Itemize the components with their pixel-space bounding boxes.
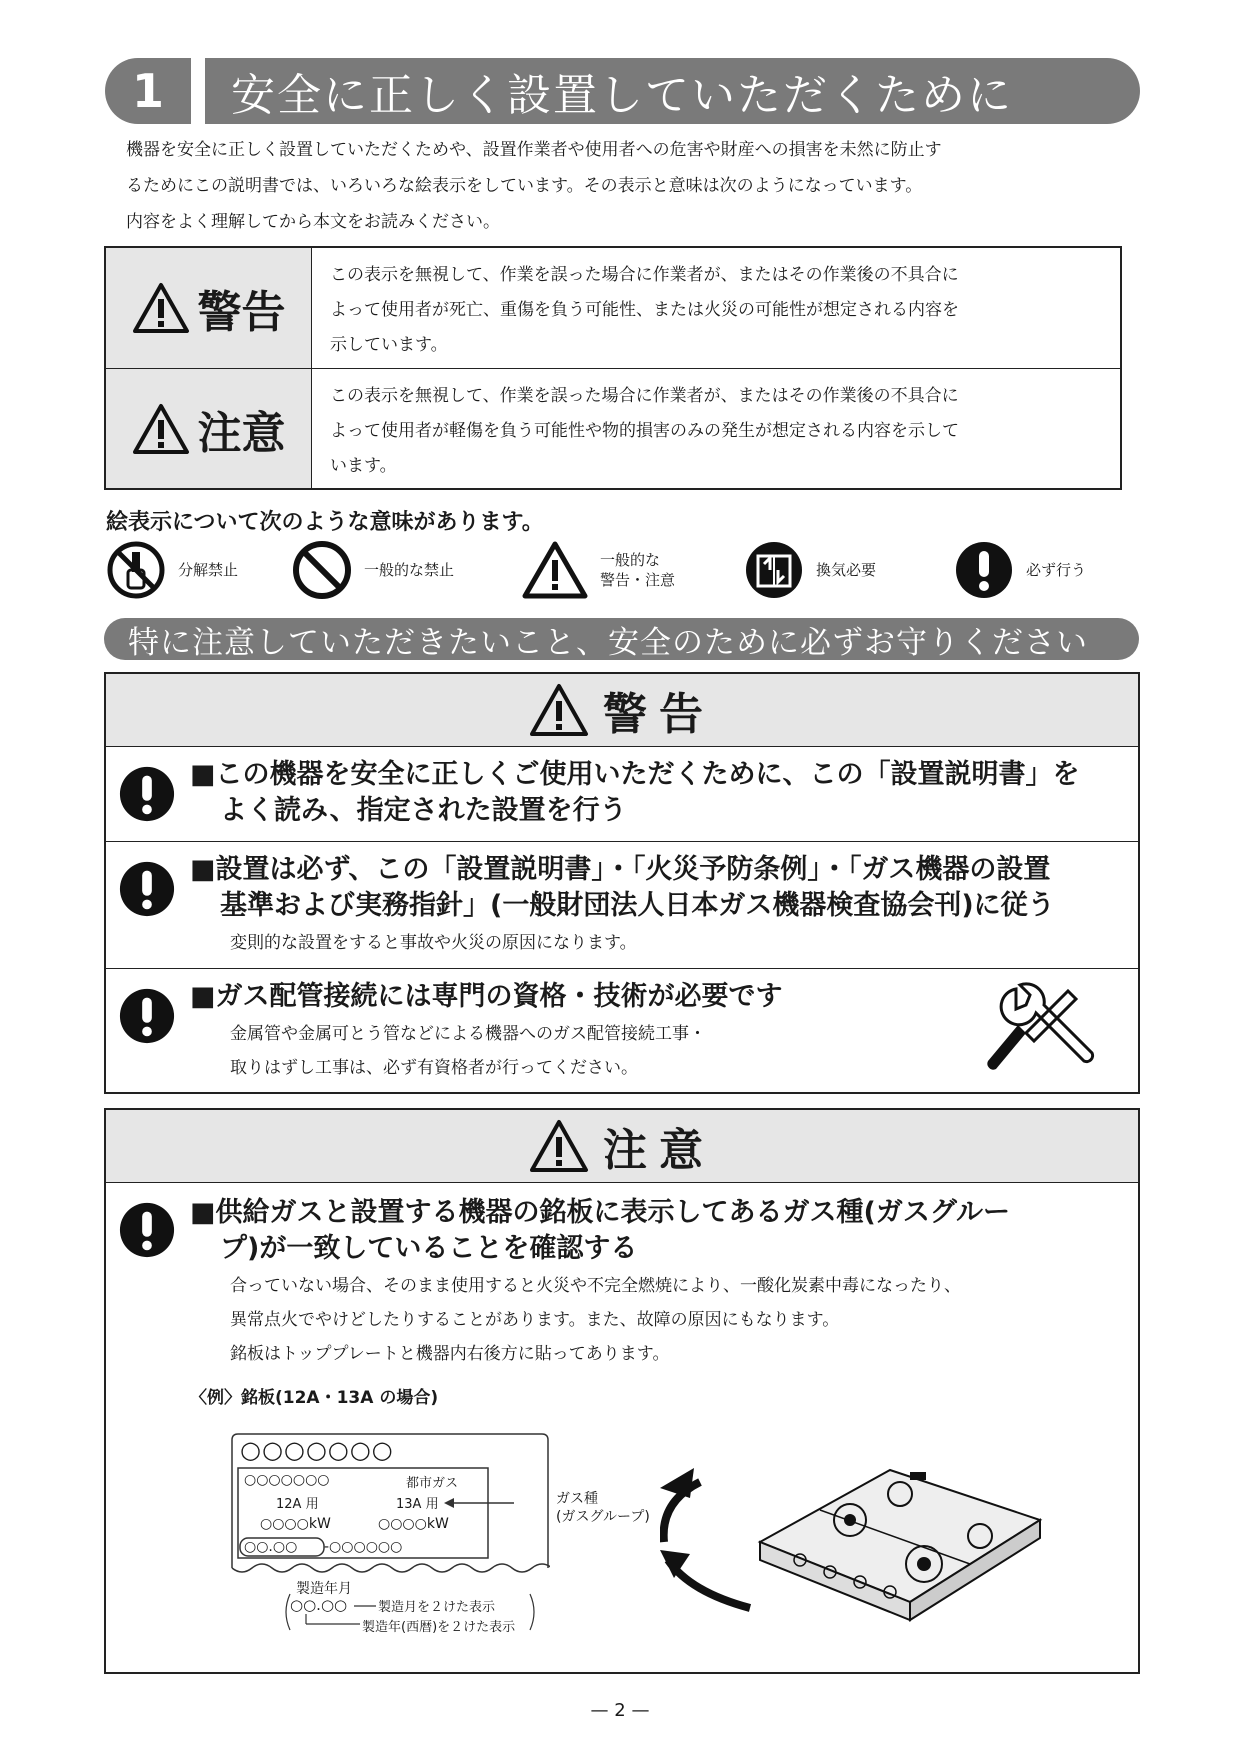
warning-triangle-icon	[522, 541, 588, 599]
warning-triangle-icon	[132, 282, 190, 334]
intro-line: るためにこの説明書では、いろいろな絵表示をしています。その表示と意味は次のようになっています。	[126, 176, 923, 196]
caution-item: ■供給ガスと設置する機器の銘板に表示してあるガス種(ガスグルー プ)が一致していることを確認する 合っていない場合、そのまま使用すると火災や不完全燃焼により、一酸化炭素中毒になったり、 異常点火でやけどしたりすることがあります。また、故障の原因にもなります。 銘板はトッププレートと機器内右後方に貼ってあります。 〈例〉銘板(12A・13A の場合)	[106, 1183, 1138, 1671]
legend-caution-label: 注意	[106, 369, 312, 488]
legend-caution-desc: この表示を無視して、作業を誤った場合に作業者が、またはその作業後の不具合に よって使用者が軽傷を負う可能性や物的損害のみの発生が想定される内容を示して います。	[330, 386, 959, 476]
warning-item: ■設置は必ず、この「設置説明書」・「火災予防条例」・「ガス機器の設置 基準および実務指針」(一般財団法人日本ガス機器検査協会刊)に従う 変則的な設置をすると事故や火災の原因になります。	[106, 842, 1138, 969]
symbol-mandatory: 必ず行う	[954, 538, 1086, 602]
section-header	[105, 58, 1140, 124]
ventilation-icon	[744, 540, 804, 600]
gas-type-pointer	[444, 1498, 514, 1508]
page-number: — 2 —	[590, 1700, 650, 1721]
legend-table	[104, 246, 1122, 490]
mfg-brackets	[280, 1592, 540, 1636]
mandatory-icon	[954, 540, 1014, 600]
symbol-general-warning: 一般的な 警告・注意	[522, 538, 675, 602]
section-title: 安全に正しく設置していただくために	[205, 58, 1140, 124]
warning-item: ■この機器を安全に正しくご使用いただくために、この「設置説明書」を よく読み、指定された設置を行う	[106, 747, 1138, 842]
mandatory-icon	[118, 765, 176, 823]
symbol-no-disassembly: 分解禁止	[106, 538, 238, 602]
mandatory-icon	[118, 1201, 176, 1259]
symbol-ventilation: 換気必要	[744, 538, 876, 602]
example-title: 〈例〉銘板(12A・13A の場合)	[190, 1388, 439, 1408]
intro-line: 機器を安全に正しく設置していただくためや、設置作業者や使用者への危害や財産への損害を未然に防止す	[126, 140, 942, 160]
mandatory-icon	[118, 987, 176, 1045]
warning-triangle-icon	[529, 683, 589, 737]
warning-box	[104, 672, 1140, 1094]
legend-warning-row	[106, 248, 1120, 369]
intro-text	[126, 132, 1136, 240]
stove-illustration	[660, 1432, 1060, 1652]
warning-box-head: 警告	[106, 674, 1138, 747]
no-disassembly-icon	[106, 540, 166, 600]
legend-warning-desc: この表示を無視して、作業を誤った場合に作業者が、またはその作業後の不具合に よって使用者が死亡、重傷を負う可能性、または火災の可能性が想定される内容を 示しています。	[330, 265, 959, 355]
warning-triangle-icon	[529, 1119, 589, 1173]
symbol-prohibition: 一般的な禁止	[292, 538, 454, 602]
legend-warning-label: 警告	[106, 248, 312, 368]
section-number: 1	[105, 58, 191, 124]
mandatory-icon	[118, 860, 176, 918]
caution-box-head: 注意	[106, 1110, 1138, 1183]
wrench-screwdriver-icon	[976, 977, 1096, 1087]
warning-triangle-icon	[132, 403, 190, 455]
symbols-intro: 絵表示について次のような意味があります。	[106, 510, 544, 535]
symbols-row	[104, 538, 1134, 602]
nameplate-illustration: ○○○○○○○ ○○○○○○○ 都市ガス 12A 用 13A 用 ○○○○kW ○○○○kW ○○.○○ -○○○○○○ ガス種 (ガスグループ) 製造年月 ○○.○○ 製造月を２けた表示 製造年(西暦)を２けた表示	[230, 1432, 670, 1647]
warning-item: ■ガス配管接続には専門の資格・技術が必要です 金属管や金属可とう管などによる機器へのガス配管接続工事・ 取りはずし工事は、必ず有資格者が行ってください。	[106, 969, 1138, 1095]
intro-line: 内容をよく理解してから本文をお読みください。	[126, 212, 500, 232]
safety-banner: 特に注意していただきたいこと、安全のために必ずお守りください	[104, 618, 1139, 660]
prohibition-icon	[292, 540, 352, 600]
legend-caution-row	[106, 369, 1120, 488]
